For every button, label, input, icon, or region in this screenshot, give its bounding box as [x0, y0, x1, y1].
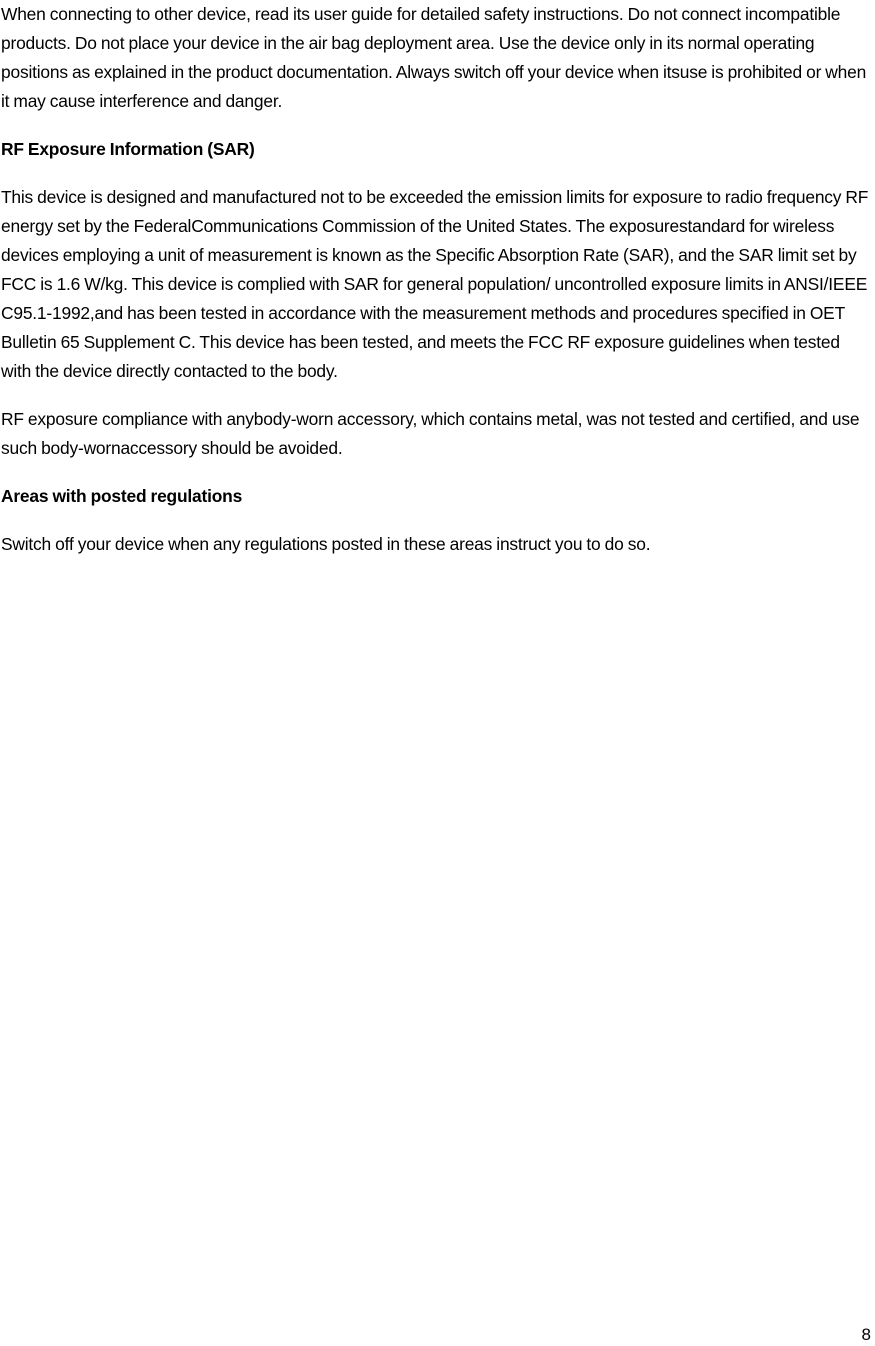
rf-exposure-paragraph-1: This device is designed and manufactured not to be exceeded the emission limits for exposure to radio frequency RF energy set by the FederalCommunications Commission of the United States. The exposurestandard for wireless devices employing a unit of measurement is known as the Specific Absorption Rate (SAR), and the SAR limit set by FCC is 1.6 W/kg. This device is complied with SAR for general population/ uncontrolled exposure limits in ANSI/IEEE C95.1-1992,and has been tested in accordance with the measurement methods and procedures specified in OET Bulletin 65 Supplement C. This device has been tested, and meets the FCC RF exposure guidelines when tested with the device directly contacted to the body.: [1, 187, 869, 381]
page-number: 8: [861, 1325, 871, 1344]
areas-regulations-paragraph: Switch off your device when any regulations posted in these areas instruct you to do so.: [1, 534, 651, 554]
rf-exposure-paragraph-2: RF exposure compliance with anybody-worn accessory, which contains metal, was not tested and certified, and use such body-wornaccessory should be avoided.: [1, 409, 860, 458]
rf-exposure-heading: RF Exposure Information (SAR): [1, 139, 255, 159]
areas-regulations-heading: Areas with posted regulations: [1, 486, 243, 506]
document-body: [1, 0, 873, 559]
intro-paragraph: When connecting to other device, read its user guide for detailed safety instructions. Do not connect incompatible products. Do not place your device in the air bag deployment area. Use the device only in its normal operating positions as explained in the product documentation. Always switch off your device when itsuse is prohibited or when it may cause interference and danger.: [1, 4, 867, 111]
